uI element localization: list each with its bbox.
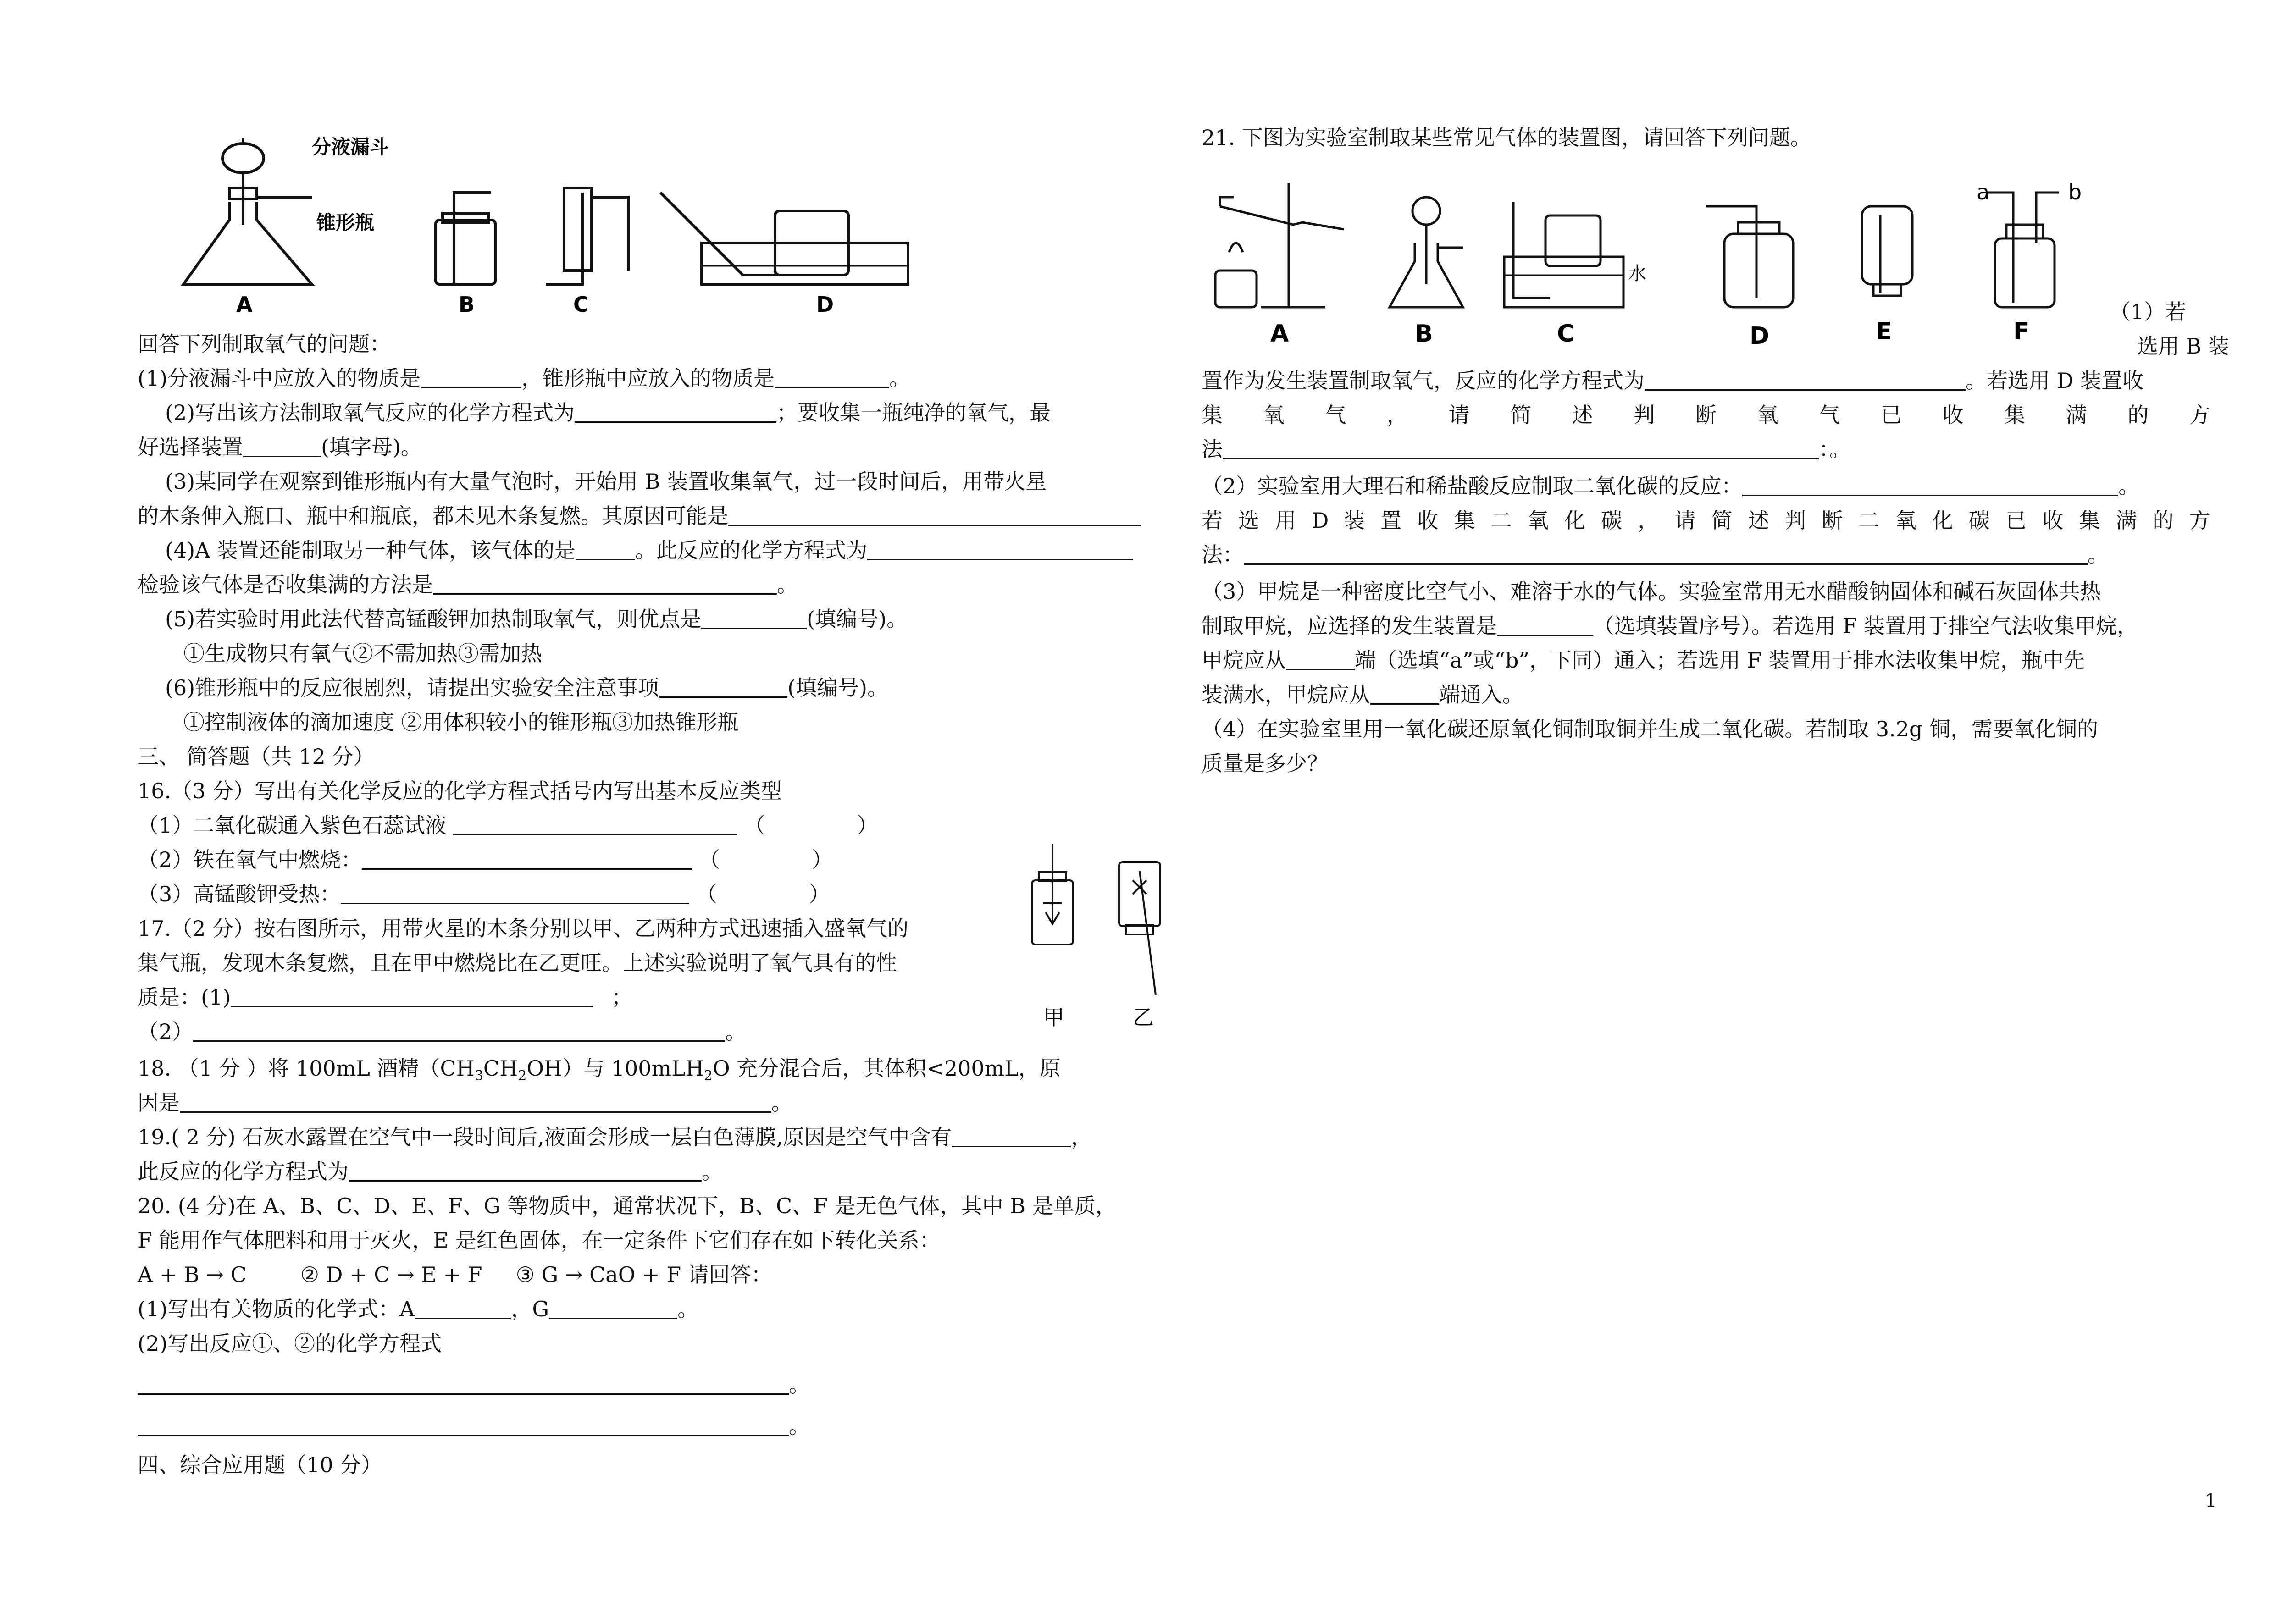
q6-options: ①控制液体的滴加速度 ②用体积较小的锥形瓶③加热锥形瓶 [183, 710, 739, 735]
p3-b: 制取甲烷，应选择的发生装置是 （选填装置序号）。若选用 F 装置用于排空气法收集甲烷， [1202, 613, 2138, 638]
p1-tail-1: （1）若 [2110, 299, 2187, 324]
q20-blank-eq1[interactable] [138, 1375, 789, 1395]
q4-cont: 检验该气体是否收集满的方法是 。 [138, 572, 798, 597]
q1-blank-flask[interactable] [775, 369, 889, 388]
q20-blank-eq2[interactable] [138, 1416, 789, 1436]
q19-blank-equation[interactable] [349, 1162, 702, 1182]
p3-blank-device[interactable] [1497, 616, 1593, 636]
q20-reactions: A + B → C ② D + C → E + F ③ G → CaO + F 请回答： [138, 1262, 772, 1287]
q3: (3)某同学在观察到锥形瓶内有大量气泡时，开始用 B 装置收集氧气，过一段时间后，用带火星 [165, 469, 1047, 494]
jar-drawing [1023, 844, 1174, 1030]
q20-2-answer-1: 。 [138, 1371, 810, 1398]
q17-2: （2） 。 [138, 1019, 747, 1044]
q2-cont: 好选择装置 (填字母)。 [138, 435, 422, 459]
q20-2-answer-2: 。 [138, 1412, 810, 1440]
q20-cont: F 能用作气体肥料和用于灭火，E 是红色固体，在一定条件下它们存在如下转化关系： [138, 1228, 941, 1253]
q16-3: （3）高锰酸钾受热： （ ） [138, 882, 830, 906]
q16-1: （1）二氧化碳通入紫色石蕊试液 （ ） [138, 813, 878, 838]
label-D: D [1750, 322, 1770, 350]
q18: 18. （1 分 ）将 100mL 酒精$(CH_3CH_2OH)$与 100mLH$_2$O 充分混合后，其体积<200mL，原 [138, 1056, 1061, 1084]
apparatus-drawing [179, 133, 958, 316]
label-C: C [1557, 320, 1575, 348]
q5-blank-advantage[interactable] [701, 609, 807, 629]
label-B: B [1415, 320, 1433, 348]
section-3-heading: 三、 简答题（共 12 分） [138, 744, 375, 769]
p3-f: 装满水，甲烷应从 端通入。 [1202, 682, 1523, 707]
q2-blank-device[interactable] [243, 437, 321, 457]
label-A: A [1270, 320, 1289, 348]
label-B: B [459, 292, 475, 317]
q6: (6)锥形瓶中的反应很剧烈，请提出实验安全注意事项 (填编号)。 [165, 675, 889, 700]
q16-2: （2）铁在氧气中燃烧： （ ） [138, 847, 833, 872]
q2: (2)写出该方法制取氧气反应的化学方程式为 ；要收集一瓶纯净的氧气，最 [165, 400, 1051, 425]
q20-2: (2)写出反应①、②的化学方程式 [138, 1331, 442, 1356]
p2-a: （2）实验室用大理石和稀盐酸反应制取二氧化碳的反应： 。 [1202, 474, 2140, 498]
label-D: D [816, 292, 834, 317]
q4-blank-equation[interactable] [867, 541, 1133, 560]
q16: 16.（3 分）写出有关化学反应的化学方程式括号内写出基本反应类型 [138, 779, 782, 803]
q21: 21. 下图为实验室制取某些常见气体的装置图，请回答下列问题。 [1202, 125, 1811, 150]
q17-blank-1[interactable] [231, 988, 593, 1007]
q19: 19.( 2 分) 石灰水露置在空气中一段时间后,液面会形成一层白色薄膜,原因是空气中含有 ， [138, 1125, 1092, 1149]
q1-blank-funnel[interactable] [421, 369, 521, 388]
p2-c: 若 选 用 D 装 置 收 集 二 氧 化 碳 ， 请 简 述 判 断 二 氧 化 碳 已 收 集 满 的 方 [1202, 508, 2210, 533]
label-E: E [1876, 318, 1892, 345]
q16-3-blank[interactable] [341, 884, 689, 904]
p1-tail-2: 选用 B 装 [2137, 334, 2230, 359]
label-A: A [236, 292, 253, 317]
section-4-heading: 四、综合应用题（10 分） [138, 1453, 382, 1477]
p4-b: 质量是多少？ [1202, 751, 1328, 776]
q3-blank-reason[interactable] [728, 506, 1141, 526]
label-C: C [573, 292, 589, 317]
label-F: F [2013, 318, 2030, 345]
q20-blank-A[interactable] [415, 1299, 511, 1319]
p1-blank-method[interactable] [1223, 440, 1819, 459]
q4-blank-gas[interactable] [576, 541, 635, 560]
q2-blank-equation[interactable] [575, 403, 776, 423]
jar-figure [1023, 844, 1174, 1029]
q17-1: 质是：(1) ； [138, 985, 633, 1010]
p3-a: （3）甲烷是一种密度比空气小、难溶于水的气体。实验室常用无水醋酸钠固体和碱石灰固体共热 [1202, 579, 2101, 604]
q20-1: (1)写出有关物质的化学式：A ，G 。 [138, 1297, 699, 1321]
label-funnel: 分液漏斗 [312, 136, 389, 158]
q5-options: ①生成物只有氧气②不需加热③需加热 [183, 641, 542, 666]
jar-label-jia: 甲 [1043, 1005, 1064, 1030]
q4: (4)A 装置还能制取另一种气体，该气体的是 。此反应的化学方程式为 [165, 536, 1133, 564]
q20: 20. (4 分)在 A、B、C、D、E、F、G 等物质中，通常状况下，B、C、F 是无色气体，其中 B 是单质， [138, 1193, 1117, 1218]
p3-d: 甲烷应从 端（选填“a”或“b”，下同）通入；若选用 F 装置用于排水法收集甲烷，瓶中先 [1202, 648, 2085, 673]
label-flask: 锥形瓶 [316, 211, 375, 234]
p2-blank-equation[interactable] [1742, 476, 2118, 496]
q1: (1)分液漏斗中应放入的物质是 ，锥形瓶中应放入的物质是 。 [138, 366, 911, 391]
gas-apparatus-drawing [1206, 179, 2123, 348]
p1-f: 法 ：。 [1202, 437, 1850, 462]
q20-blank-G[interactable] [549, 1299, 677, 1319]
q19-cont: 此反应的化学方程式为 。 [138, 1159, 723, 1184]
label-a: a [1977, 180, 1990, 204]
p1-c: 置作为发生装置制取氧气，反应的化学方程式为 。若选用 D 装置收 [1202, 368, 2144, 393]
q17: 17.（2 分）按右图所示，用带火星的木条分别以甲、乙两种方式迅速插入盛氧气的 [138, 916, 909, 941]
page-number: 1 [2205, 1490, 2217, 1511]
q17-cont: 集气瓶，发现木条复燃，且在甲中燃烧比在乙更旺。上述实验说明了氧气具有的性 [138, 950, 897, 975]
p4-a: （4）在实验室里用一氧化碳还原氧化铜制取铜并生成二氧化碳。若制取 3.2g 铜，需要氧化铜的 [1202, 717, 2099, 741]
q18-cont: 因是 。 [138, 1090, 792, 1115]
p2-blank-method[interactable] [1244, 545, 2088, 565]
p2-d: 法： 。 [1202, 542, 2109, 567]
q18-blank-reason[interactable] [180, 1093, 771, 1113]
q19-blank-substance[interactable] [952, 1127, 1071, 1147]
jar-label-yi: 乙 [1133, 1005, 1154, 1030]
gas-apparatus-figure [1206, 179, 2123, 350]
q17-blank-2[interactable] [193, 1022, 725, 1042]
label-b: b [2068, 180, 2082, 204]
q4-blank-method[interactable] [433, 575, 777, 595]
q3-cont: 的木条伸入瓶口、瓶中和瓶底，都未见木条复燃。其原因可能是 [138, 502, 1141, 530]
p1-blank-equation[interactable] [1645, 371, 1966, 391]
q16-2-blank[interactable] [362, 850, 692, 870]
p3-blank-end-2[interactable] [1370, 685, 1439, 705]
q6-blank-safety[interactable] [659, 678, 787, 698]
label-water: 水 [1628, 263, 1646, 284]
q16-1-blank[interactable] [453, 816, 737, 835]
q-intro: 回答下列制取氧气的问题： [138, 331, 391, 356]
p3-blank-end-1[interactable] [1286, 651, 1355, 670]
p1-e: 集 氧 气 ， 请 简 述 判 断 氧 气 已 收 集 满 的 方 [1202, 403, 2211, 427]
q5: (5)若实验时用此法代替高锰酸钾加热制取氧气，则优点是 (填编号)。 [165, 607, 908, 631]
oxygen-apparatus-figure [179, 133, 958, 318]
